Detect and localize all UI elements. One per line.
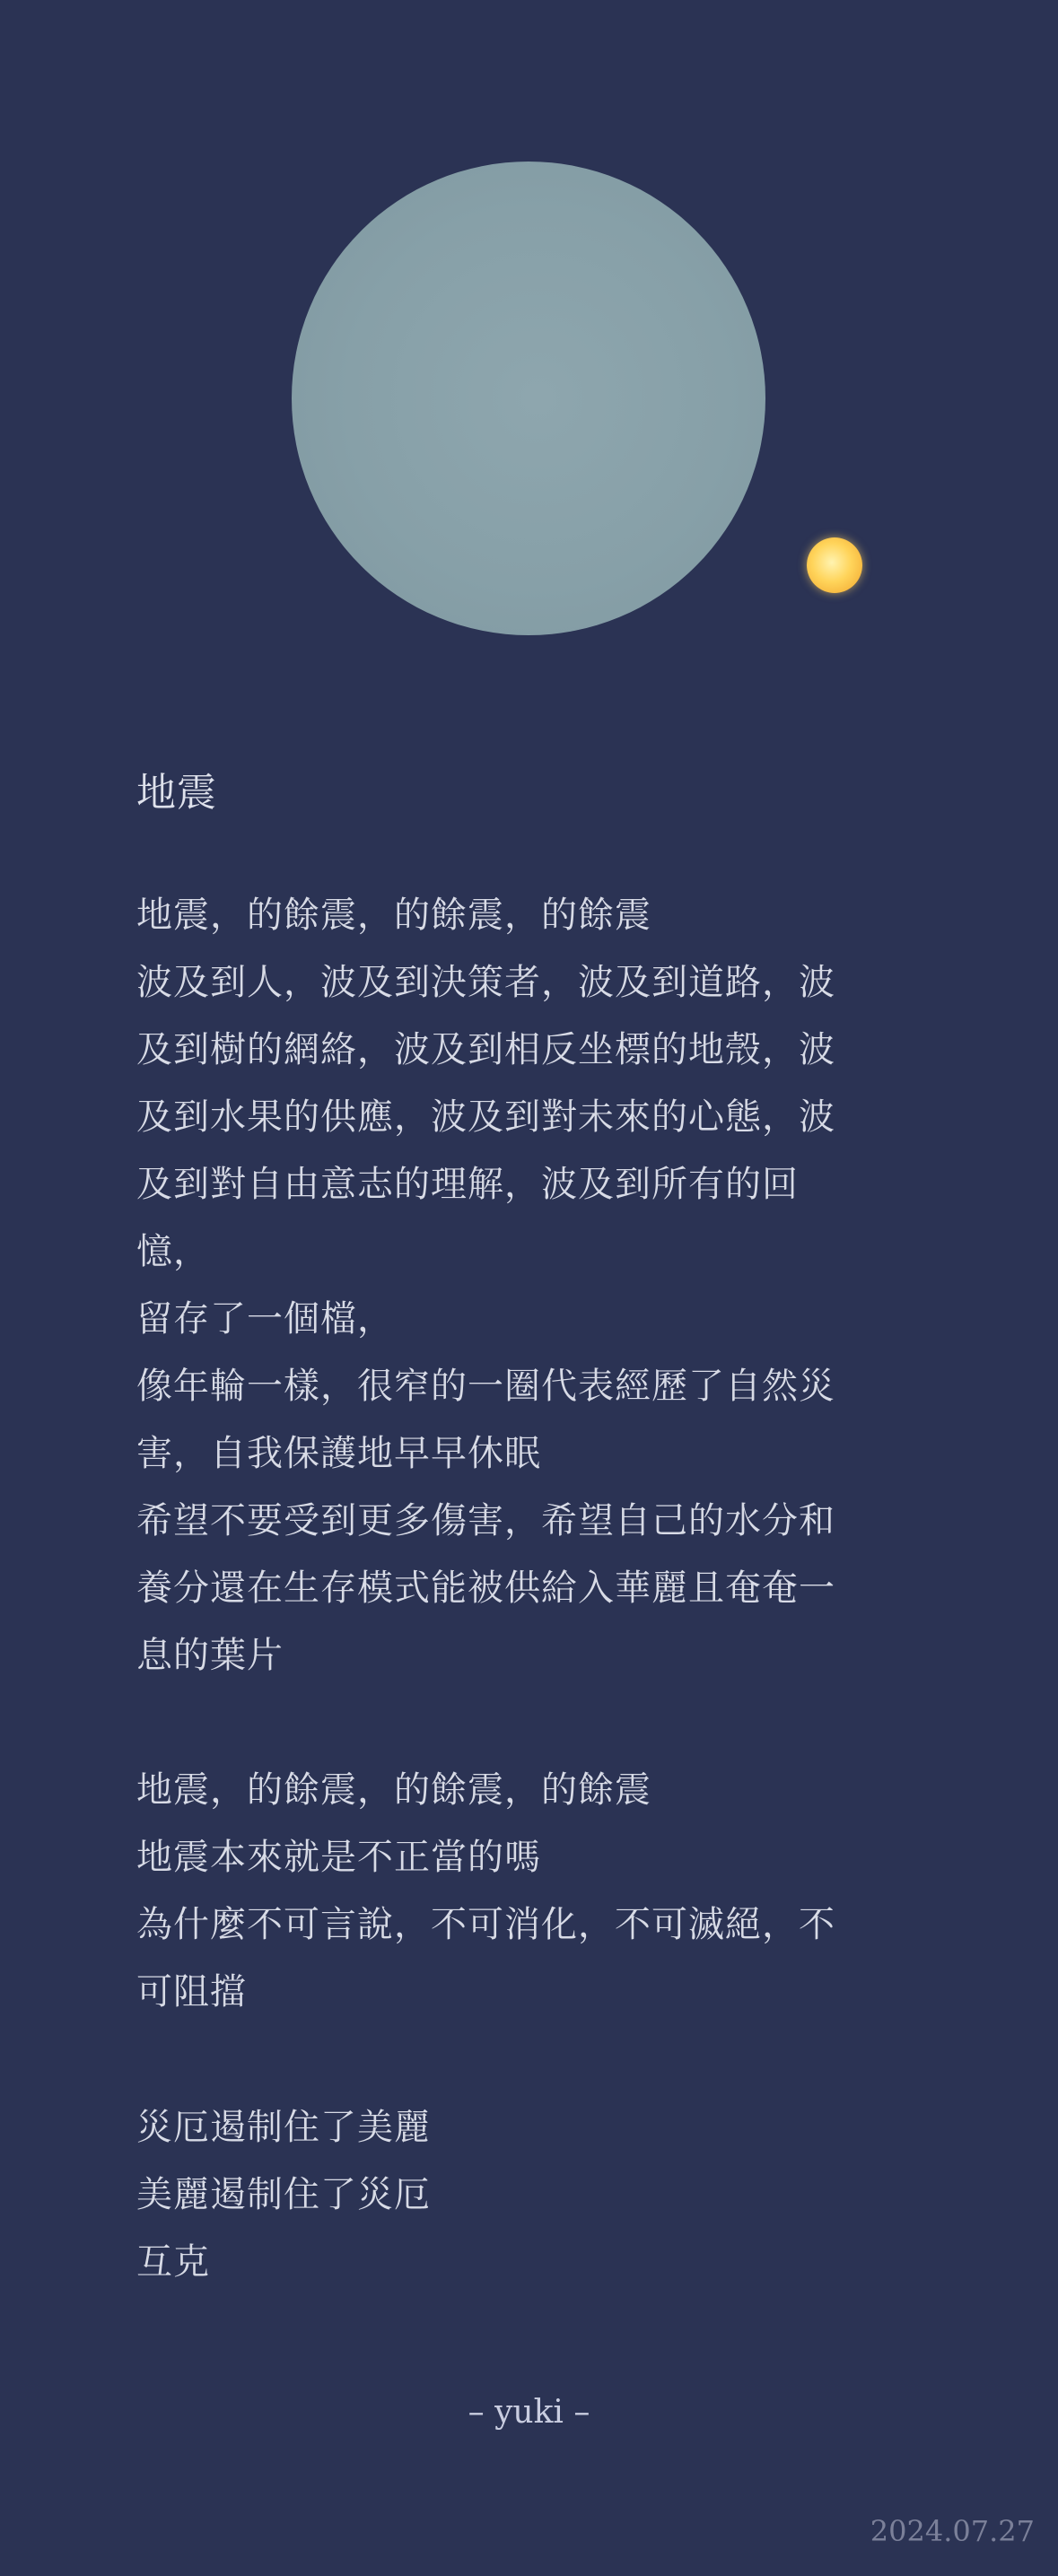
poem-line: 像年輪一樣，很窄的一圈代表經歷了自然災 xyxy=(136,1366,835,1407)
poem-line: 可阻擋 xyxy=(136,1971,247,2013)
poem-line: 地震，的餘震，的餘震，的餘震 xyxy=(136,895,651,936)
poem-line: 害，自我保護地早早休眠 xyxy=(136,1433,541,1474)
poem-line: 及到樹的網絡，波及到相反坐標的地殼，波 xyxy=(136,1029,835,1070)
glowing-orb-icon xyxy=(807,537,862,593)
author-signature: – yuki – xyxy=(468,2394,590,2431)
pale-moon-disc-image xyxy=(292,162,765,635)
poem-line: 地震本來就是不正當的嗎 xyxy=(136,1837,541,1878)
poem-line: 憶， xyxy=(136,1231,210,1272)
poem-line: 地震，的餘震，的餘震，的餘震 xyxy=(136,1769,651,1811)
poem-line: 互克 xyxy=(136,2241,210,2283)
poem-line: 養分還在生存模式能被供給入華麗且奄奄一 xyxy=(136,1567,835,1609)
poem-title: 地震 xyxy=(136,770,217,816)
poem-stanza-3 xyxy=(136,2094,926,2296)
poem-stanza-2 xyxy=(136,1757,926,2026)
poem-line: 為什麼不可言說，不可消化，不可滅絕，不 xyxy=(136,1904,835,1945)
poem-line: 災厄遏制住了美麗 xyxy=(136,2107,431,2148)
poem-line: 波及到人，波及到決策者，波及到道路，波 xyxy=(136,962,835,1003)
poem-line: 美麗遏制住了災厄 xyxy=(136,2174,431,2215)
poem-stanza-1 xyxy=(136,882,926,1690)
poem-line: 希望不要受到更多傷害，希望自己的水分和 xyxy=(136,1500,835,1541)
date-stamp: 2024.07.27 xyxy=(870,2514,1035,2548)
poem-line: 留存了一個檔， xyxy=(136,1298,394,1340)
poem-line: 及到水果的供應，波及到對未來的心態，波 xyxy=(136,1096,835,1138)
poem-line: 及到對自由意志的理解，波及到所有的回 xyxy=(136,1164,799,1205)
poem-line: 息的葉片 xyxy=(136,1635,284,1676)
